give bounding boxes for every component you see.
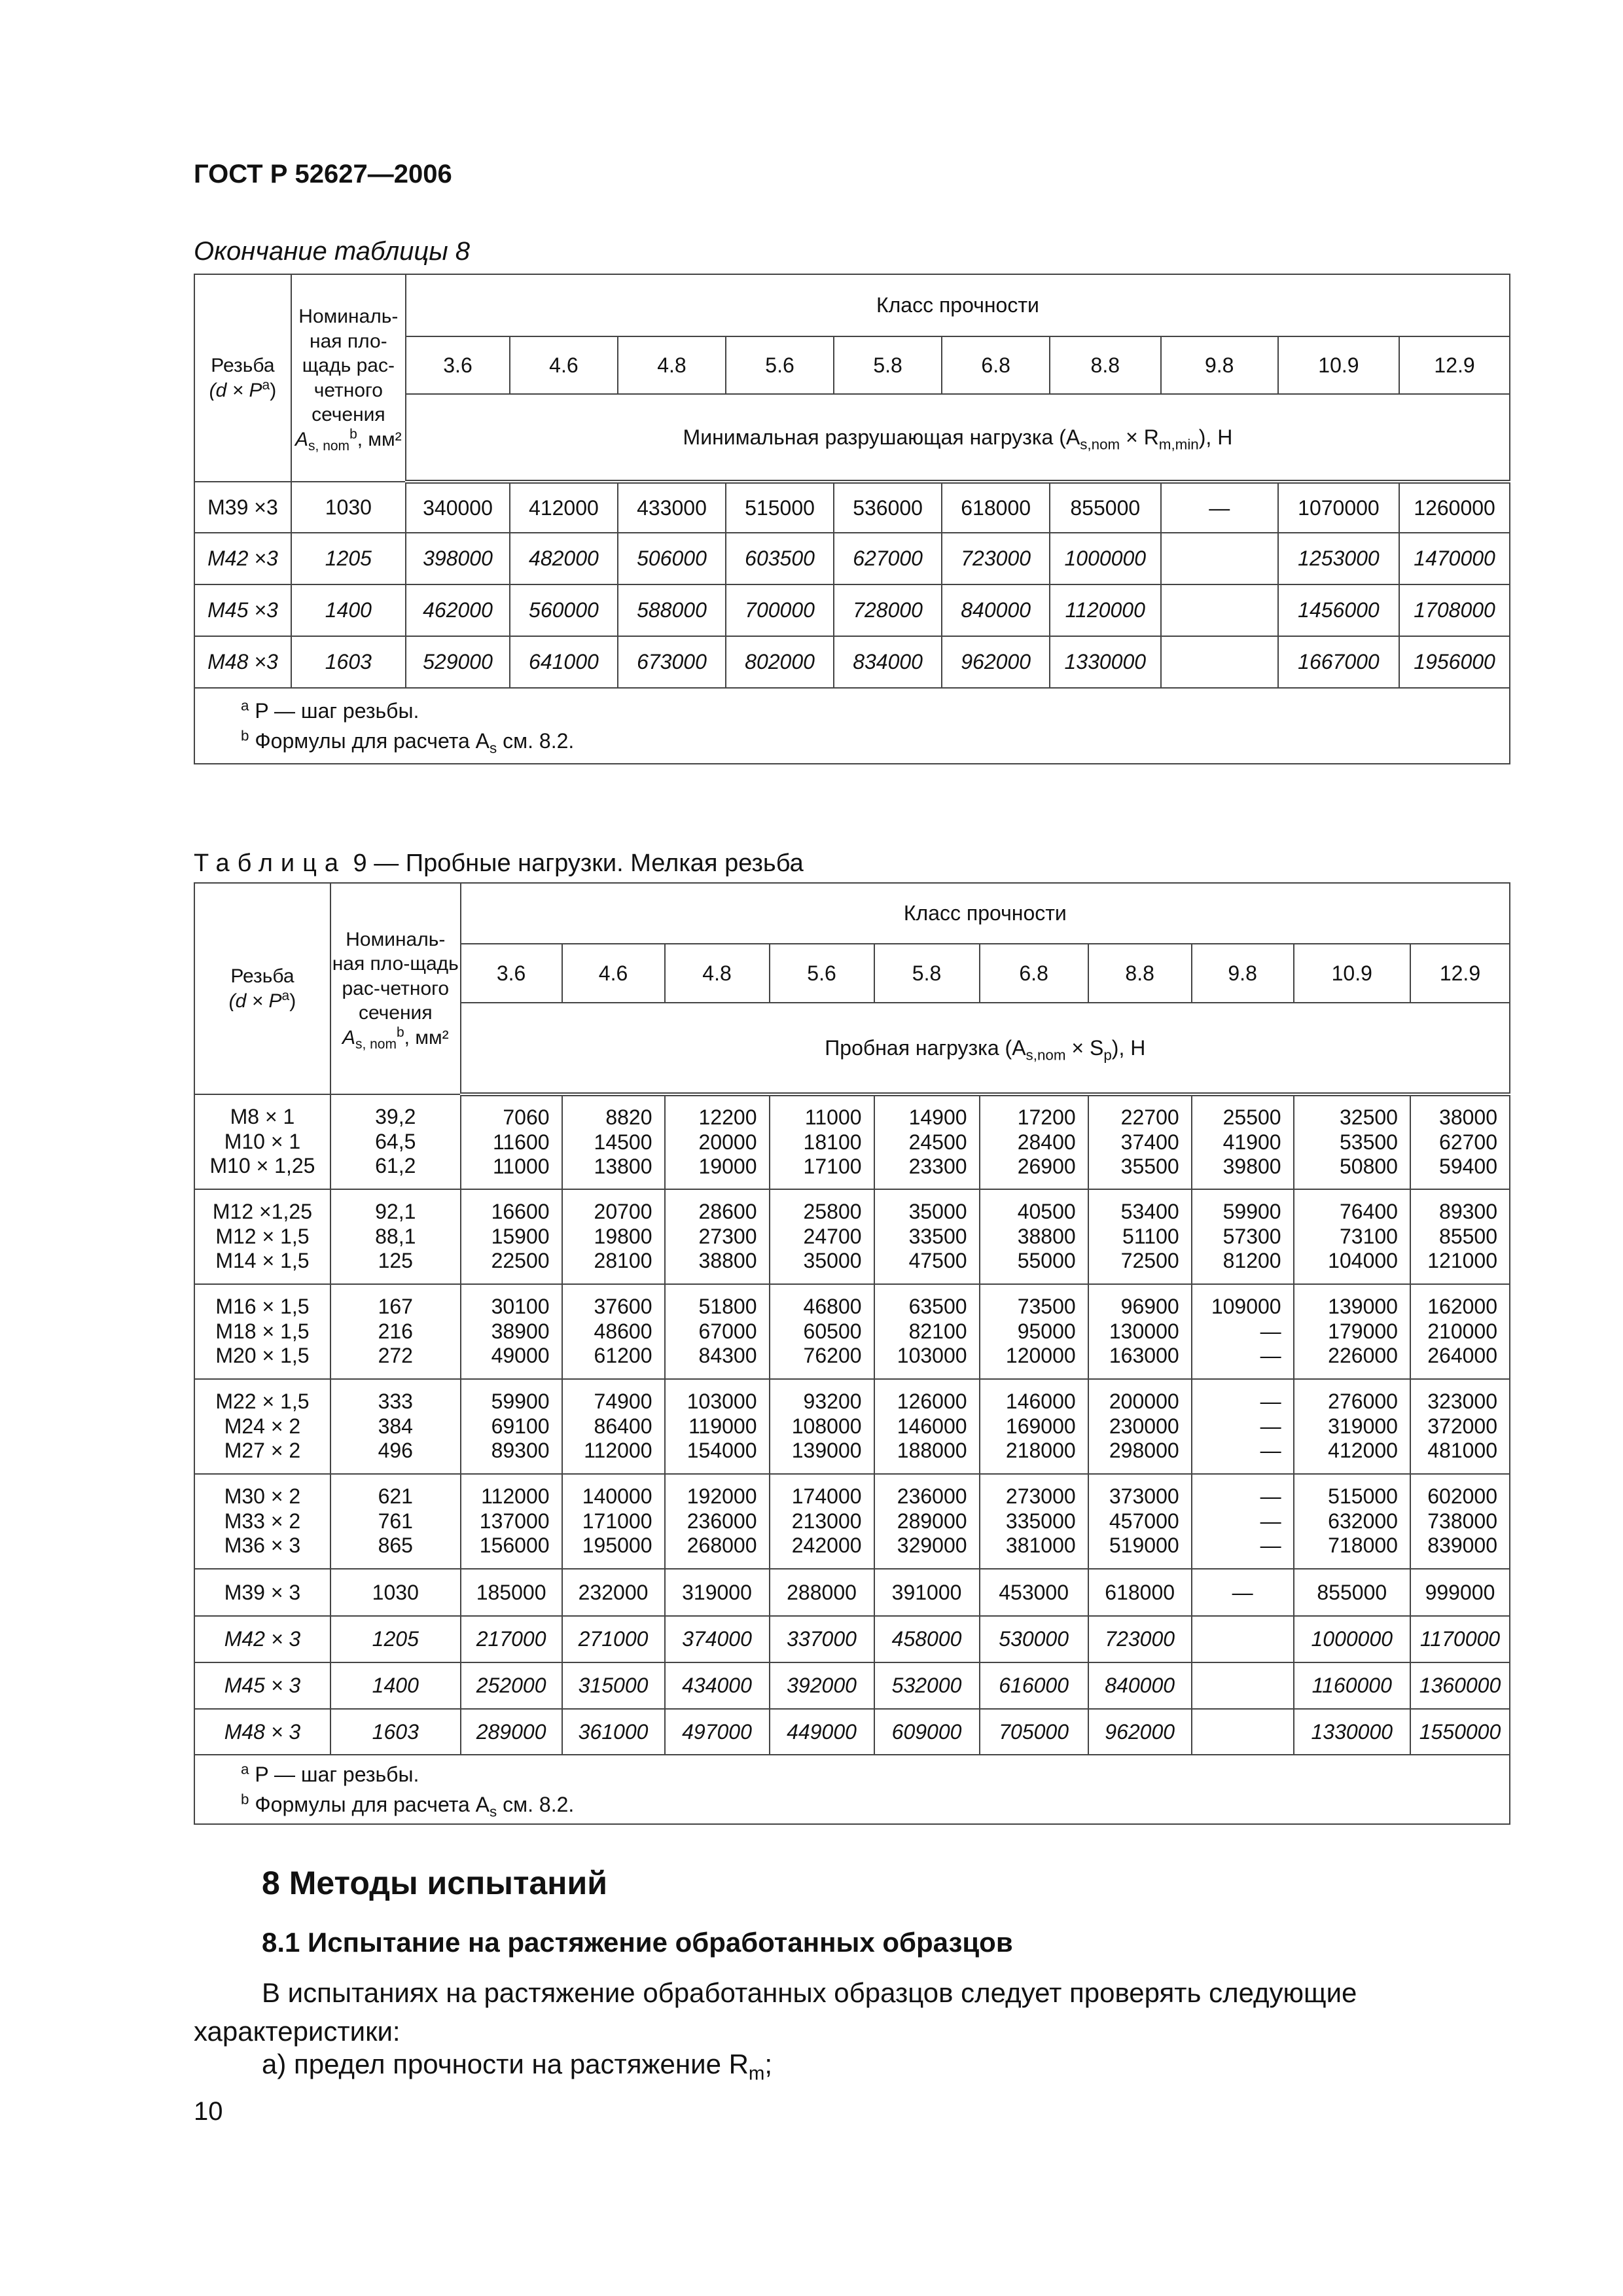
class-9-8: 9.8 <box>1161 336 1278 394</box>
value-cell: 1260000 <box>1399 482 1510 533</box>
load-title: Минимальная разрушающая нагрузка $(A_{s,nom} \times R_{m,min})$, Н <box>406 394 1510 482</box>
value-cell: 840000 <box>1088 1662 1192 1709</box>
table-row <box>194 1662 1510 1709</box>
class-10-9: 10.9 <box>1278 336 1399 394</box>
value-cell: — — — <box>1192 1474 1294 1569</box>
value-cell: 236000 289000 329000 <box>874 1474 980 1569</box>
footnote-a: $^a$ P — шаг резьбы. <box>241 696 419 723</box>
value-cell: 449000 <box>770 1709 874 1755</box>
value-cell: 32500 53500 50800 <box>1294 1094 1410 1189</box>
value-cell: 627000 <box>834 533 942 584</box>
value-cell: 433000 <box>618 482 726 533</box>
value-cell: 319000 <box>665 1569 770 1616</box>
value-cell: 109000 — — <box>1192 1284 1294 1379</box>
thread-cell: M8 × 1 M10 × 1 M10 × 1,25 <box>194 1094 330 1189</box>
value-cell: 609000 <box>874 1709 980 1755</box>
subsection-heading: 8.1 Испытание на растяжение обработанных образцов <box>262 1927 1013 1958</box>
table-row <box>194 1569 1510 1616</box>
area-cell: 1400 <box>330 1662 461 1709</box>
value-cell: 185000 <box>461 1569 562 1616</box>
value-cell: 482000 <box>510 533 618 584</box>
thread-label: Резьба <box>230 965 294 987</box>
value-cell: 37600 48600 61200 <box>562 1284 665 1379</box>
thread-cell: M22 × 1,5 M24 × 2 M27 × 2 <box>194 1379 330 1474</box>
value-cell: 723000 <box>1088 1616 1192 1662</box>
value-cell: 20700 19800 28100 <box>562 1189 665 1284</box>
value-cell <box>1161 636 1278 688</box>
value-cell: 529000 <box>406 636 510 688</box>
table-row-group <box>194 1189 1510 1284</box>
thread-formula: (d × P <box>228 990 282 1012</box>
area-cell: 1603 <box>330 1709 461 1755</box>
class-12-9: 12.9 <box>1399 336 1510 394</box>
area-symbol: A <box>295 428 309 450</box>
area-cell: 333 384 496 <box>330 1379 461 1474</box>
area-cell: 1030 <box>291 482 406 533</box>
table9-footnotes <box>194 1755 1510 1824</box>
table-row <box>194 533 1510 584</box>
value-cell: 35000 33500 47500 <box>874 1189 980 1284</box>
page-number: 10 <box>194 2097 223 2126</box>
value-cell: 192000 236000 268000 <box>665 1474 770 1569</box>
value-cell: 700000 <box>726 584 834 636</box>
thread-formula: (d × P <box>209 379 262 401</box>
class-3-6: 3.6 <box>406 336 510 394</box>
value-cell: 25800 24700 35000 <box>770 1189 874 1284</box>
value-cell: 834000 <box>834 636 942 688</box>
thread-cell: M42 × 3 <box>194 1616 330 1662</box>
area-label: Номиналь-ная пло-щадь рас-четного сечения <box>332 928 459 1024</box>
class-4-8: 4.8 <box>665 944 770 1003</box>
area-cell: 1205 <box>330 1616 461 1662</box>
value-cell: 1956000 <box>1399 636 1510 688</box>
value-cell: 962000 <box>942 636 1050 688</box>
value-cell: 530000 <box>980 1616 1088 1662</box>
table-row <box>194 1709 1510 1755</box>
value-cell: 1253000 <box>1278 533 1399 584</box>
value-cell: 140000 171000 195000 <box>562 1474 665 1569</box>
table-row-group <box>194 1379 1510 1474</box>
value-cell: 588000 <box>618 584 726 636</box>
class-5-6: 5.6 <box>726 336 834 394</box>
thread-cell: M48 ×3 <box>194 636 291 688</box>
value-cell: 361000 <box>562 1709 665 1755</box>
value-cell: — — — <box>1192 1379 1294 1474</box>
value-cell: 999000 <box>1410 1569 1510 1616</box>
value-cell: 618000 <box>942 482 1050 533</box>
value-cell <box>1161 533 1278 584</box>
value-cell: 288000 <box>770 1569 874 1616</box>
class-4-8: 4.8 <box>618 336 726 394</box>
value-cell: 51800 67000 84300 <box>665 1284 770 1379</box>
table-row-group <box>194 1284 1510 1379</box>
thread-cell: M42 ×3 <box>194 533 291 584</box>
value-cell: 1360000 <box>1410 1662 1510 1709</box>
value-cell: 641000 <box>510 636 618 688</box>
class-5-8: 5.8 <box>874 944 980 1003</box>
value-cell <box>1192 1616 1294 1662</box>
value-cell: 93200 108000 139000 <box>770 1379 874 1474</box>
value-cell: 855000 <box>1294 1569 1410 1616</box>
value-cell: 392000 <box>770 1662 874 1709</box>
value-cell: 273000 335000 381000 <box>980 1474 1088 1569</box>
value-cell: 200000 230000 298000 <box>1088 1379 1192 1474</box>
footnote-mark-a: a <box>281 988 290 1003</box>
value-cell: 840000 <box>942 584 1050 636</box>
section-heading: 8 Методы испытаний <box>262 1865 607 1901</box>
area-cell: 39,2 64,5 61,2 <box>330 1094 461 1189</box>
value-cell: 28600 27300 38800 <box>665 1189 770 1284</box>
table-8 <box>194 274 1510 764</box>
footnote-b: $^b$ Формулы для расчета $A_s$ см. 8.2. <box>241 1791 575 1820</box>
value-cell: 252000 <box>461 1662 562 1709</box>
table-row <box>194 482 1510 533</box>
table9-caption-title: 9 — Пробные нагрузки. Мелкая резьба <box>346 850 804 877</box>
value-cell: 1470000 <box>1399 533 1510 584</box>
value-cell: 126000 146000 188000 <box>874 1379 980 1474</box>
value-cell: 12200 20000 19000 <box>665 1094 770 1189</box>
class-6-8: 6.8 <box>942 336 1050 394</box>
thread-cell: M12 ×1,25 M12 × 1,5 M14 × 1,5 <box>194 1189 330 1284</box>
table-row-group <box>194 1094 1510 1189</box>
table-row <box>194 1616 1510 1662</box>
value-cell: 22700 37400 35500 <box>1088 1094 1192 1189</box>
class-3-6: 3.6 <box>461 944 562 1003</box>
value-cell <box>1192 1662 1294 1709</box>
class-5-6: 5.6 <box>770 944 874 1003</box>
table8-caption: Окончание таблицы 8 <box>194 237 471 266</box>
value-cell: 536000 <box>834 482 942 533</box>
thread-cell: M45 ×3 <box>194 584 291 636</box>
value-cell: 146000 169000 218000 <box>980 1379 1088 1474</box>
value-cell: 1000000 <box>1050 533 1161 584</box>
value-cell: 96900 130000 163000 <box>1088 1284 1192 1379</box>
list-item: а) предел прочности на растяжение $R_m$; <box>262 2049 773 2085</box>
value-cell: 373000 457000 519000 <box>1088 1474 1192 1569</box>
value-cell: 59900 57300 81200 <box>1192 1189 1294 1284</box>
value-cell: 63500 82100 103000 <box>874 1284 980 1379</box>
value-cell: 17200 28400 26900 <box>980 1094 1088 1189</box>
thread-header: Резьба $(d \times P^a)$ <box>194 883 330 1094</box>
value-cell: 412000 <box>510 482 618 533</box>
area-header: Номиналь-ная пло-щадь рас-четного сечения $A_{s, nom}^b$, мм² <box>291 274 406 482</box>
thread-cell: M39 × 3 <box>194 1569 330 1616</box>
value-cell: 46800 60500 76200 <box>770 1284 874 1379</box>
value-cell: 398000 <box>406 533 510 584</box>
body-paragraph: В испытаниях на растяжение обработанных образцов следует проверять следующие характеристики: <box>194 1977 1357 2047</box>
value-cell: 728000 <box>834 584 942 636</box>
value-cell: 515000 632000 718000 <box>1294 1474 1410 1569</box>
value-cell: — <box>1161 482 1278 533</box>
value-cell: 374000 <box>665 1616 770 1662</box>
value-cell: — <box>1192 1569 1294 1616</box>
area-cell: 1205 <box>291 533 406 584</box>
area-cell: 1400 <box>291 584 406 636</box>
class-8-8: 8.8 <box>1088 944 1192 1003</box>
area-header: Номиналь-ная пло-щадь рас-четного сечения $A_{s, nom}^b$, мм² <box>330 883 461 1094</box>
footnote-mark-a: a <box>262 377 270 393</box>
value-cell: 1070000 <box>1278 482 1399 533</box>
footnote-b: $^b$ Формулы для расчета $A_s$ см. 8.2. <box>241 727 575 757</box>
table-row <box>194 584 1510 636</box>
area-cell: 167 216 272 <box>330 1284 461 1379</box>
value-cell: 14900 24500 23300 <box>874 1094 980 1189</box>
value-cell: 323000 372000 481000 <box>1410 1379 1510 1474</box>
footnote-mark-b: b <box>396 1024 404 1040</box>
value-cell: 434000 <box>665 1662 770 1709</box>
value-cell: 30100 38900 49000 <box>461 1284 562 1379</box>
area-cell: 621 761 865 <box>330 1474 461 1569</box>
thread-cell: M39 ×3 <box>194 482 291 533</box>
value-cell: 1120000 <box>1050 584 1161 636</box>
value-cell: 497000 <box>665 1709 770 1755</box>
value-cell: 16600 15900 22500 <box>461 1189 562 1284</box>
value-cell: 337000 <box>770 1616 874 1662</box>
value-cell: 276000 319000 412000 <box>1294 1379 1410 1474</box>
value-cell: 673000 <box>618 636 726 688</box>
thread-cell: M45 × 3 <box>194 1662 330 1709</box>
value-cell: 103000 119000 154000 <box>665 1379 770 1474</box>
area-cell: 1030 <box>330 1569 461 1616</box>
thread-label: Резьба <box>211 355 275 376</box>
value-cell: 802000 <box>726 636 834 688</box>
value-cell: 289000 <box>461 1709 562 1755</box>
thread-cell: M16 × 1,5 M18 × 1,5 M20 × 1,5 <box>194 1284 330 1379</box>
value-cell: 73500 95000 120000 <box>980 1284 1088 1379</box>
table-row-group <box>194 1474 1510 1569</box>
table8-footnotes <box>194 688 1510 764</box>
value-cell: 515000 <box>726 482 834 533</box>
class-10-9: 10.9 <box>1294 944 1410 1003</box>
value-cell: 560000 <box>510 584 618 636</box>
table-9 <box>194 882 1510 1825</box>
value-cell <box>1161 584 1278 636</box>
area-label: Номиналь-ная пло-щадь рас-четного сечения <box>298 306 399 425</box>
class-4-6: 4.6 <box>510 336 618 394</box>
value-cell: 76400 73100 104000 <box>1294 1189 1410 1284</box>
thread-cell: M48 × 3 <box>194 1709 330 1755</box>
load-title: Пробная нагрузка $(A_{s,nom} \times S_p)$, Н <box>461 1003 1510 1094</box>
value-cell: 532000 <box>874 1662 980 1709</box>
value-cell: 112000 137000 156000 <box>461 1474 562 1569</box>
value-cell <box>1192 1709 1294 1755</box>
value-cell: 25500 41900 39800 <box>1192 1094 1294 1189</box>
value-cell: 1708000 <box>1399 584 1510 636</box>
value-cell: 89300 85500 121000 <box>1410 1189 1510 1284</box>
class-4-6: 4.6 <box>562 944 665 1003</box>
class-6-8: 6.8 <box>980 944 1088 1003</box>
value-cell: 391000 <box>874 1569 980 1616</box>
value-cell: 962000 <box>1088 1709 1192 1755</box>
footnote-a: $^a$ P — шаг резьбы. <box>241 1760 419 1786</box>
value-cell: 53400 51100 72500 <box>1088 1189 1192 1284</box>
class-title: Класс прочности <box>461 883 1510 944</box>
area-cell: 1603 <box>291 636 406 688</box>
value-cell: 616000 <box>980 1662 1088 1709</box>
value-cell: 1667000 <box>1278 636 1399 688</box>
value-cell: 340000 <box>406 482 510 533</box>
value-cell: 40500 38800 55000 <box>980 1189 1088 1284</box>
value-cell: 462000 <box>406 584 510 636</box>
table9-caption <box>194 850 804 878</box>
value-cell: 232000 <box>562 1569 665 1616</box>
table9-caption-word: Таблица <box>194 850 346 877</box>
area-symbol: A <box>342 1026 355 1049</box>
class-12-9: 12.9 <box>1410 944 1510 1003</box>
value-cell: 603500 <box>726 533 834 584</box>
value-cell: 602000 738000 839000 <box>1410 1474 1510 1569</box>
value-cell: 1456000 <box>1278 584 1399 636</box>
value-cell: 1170000 <box>1410 1616 1510 1662</box>
value-cell: 855000 <box>1050 482 1161 533</box>
class-title: Класс прочности <box>406 274 1510 336</box>
value-cell: 38000 62700 59400 <box>1410 1094 1510 1189</box>
value-cell: 174000 213000 242000 <box>770 1474 874 1569</box>
value-cell: 59900 69100 89300 <box>461 1379 562 1474</box>
table-row <box>194 636 1510 688</box>
footnote-mark-b: b <box>349 426 357 442</box>
class-8-8: 8.8 <box>1050 336 1161 394</box>
value-cell: 618000 <box>1088 1569 1192 1616</box>
area-cell: 92,1 88,1 125 <box>330 1189 461 1284</box>
value-cell: 271000 <box>562 1616 665 1662</box>
value-cell: 453000 <box>980 1569 1088 1616</box>
value-cell: 1160000 <box>1294 1662 1410 1709</box>
thread-header: Резьба $(d \times P^a)$ <box>194 274 291 482</box>
value-cell: 162000 210000 264000 <box>1410 1284 1510 1379</box>
value-cell: 139000 179000 226000 <box>1294 1284 1410 1379</box>
value-cell: 7060 11600 11000 <box>461 1094 562 1189</box>
value-cell: 1000000 <box>1294 1616 1410 1662</box>
value-cell: 8820 14500 13800 <box>562 1094 665 1189</box>
value-cell: 315000 <box>562 1662 665 1709</box>
class-5-8: 5.8 <box>834 336 942 394</box>
value-cell: 705000 <box>980 1709 1088 1755</box>
value-cell: 1330000 <box>1050 636 1161 688</box>
value-cell: 11000 18100 17100 <box>770 1094 874 1189</box>
value-cell: 506000 <box>618 533 726 584</box>
class-9-8: 9.8 <box>1192 944 1294 1003</box>
value-cell: 1550000 <box>1410 1709 1510 1755</box>
value-cell: 1330000 <box>1294 1709 1410 1755</box>
document-header: ГОСТ Р 52627—2006 <box>194 160 452 188</box>
value-cell: 458000 <box>874 1616 980 1662</box>
thread-cell: M30 × 2 M33 × 2 M36 × 3 <box>194 1474 330 1569</box>
value-cell: 723000 <box>942 533 1050 584</box>
value-cell: 217000 <box>461 1616 562 1662</box>
value-cell: 74900 86400 112000 <box>562 1379 665 1474</box>
